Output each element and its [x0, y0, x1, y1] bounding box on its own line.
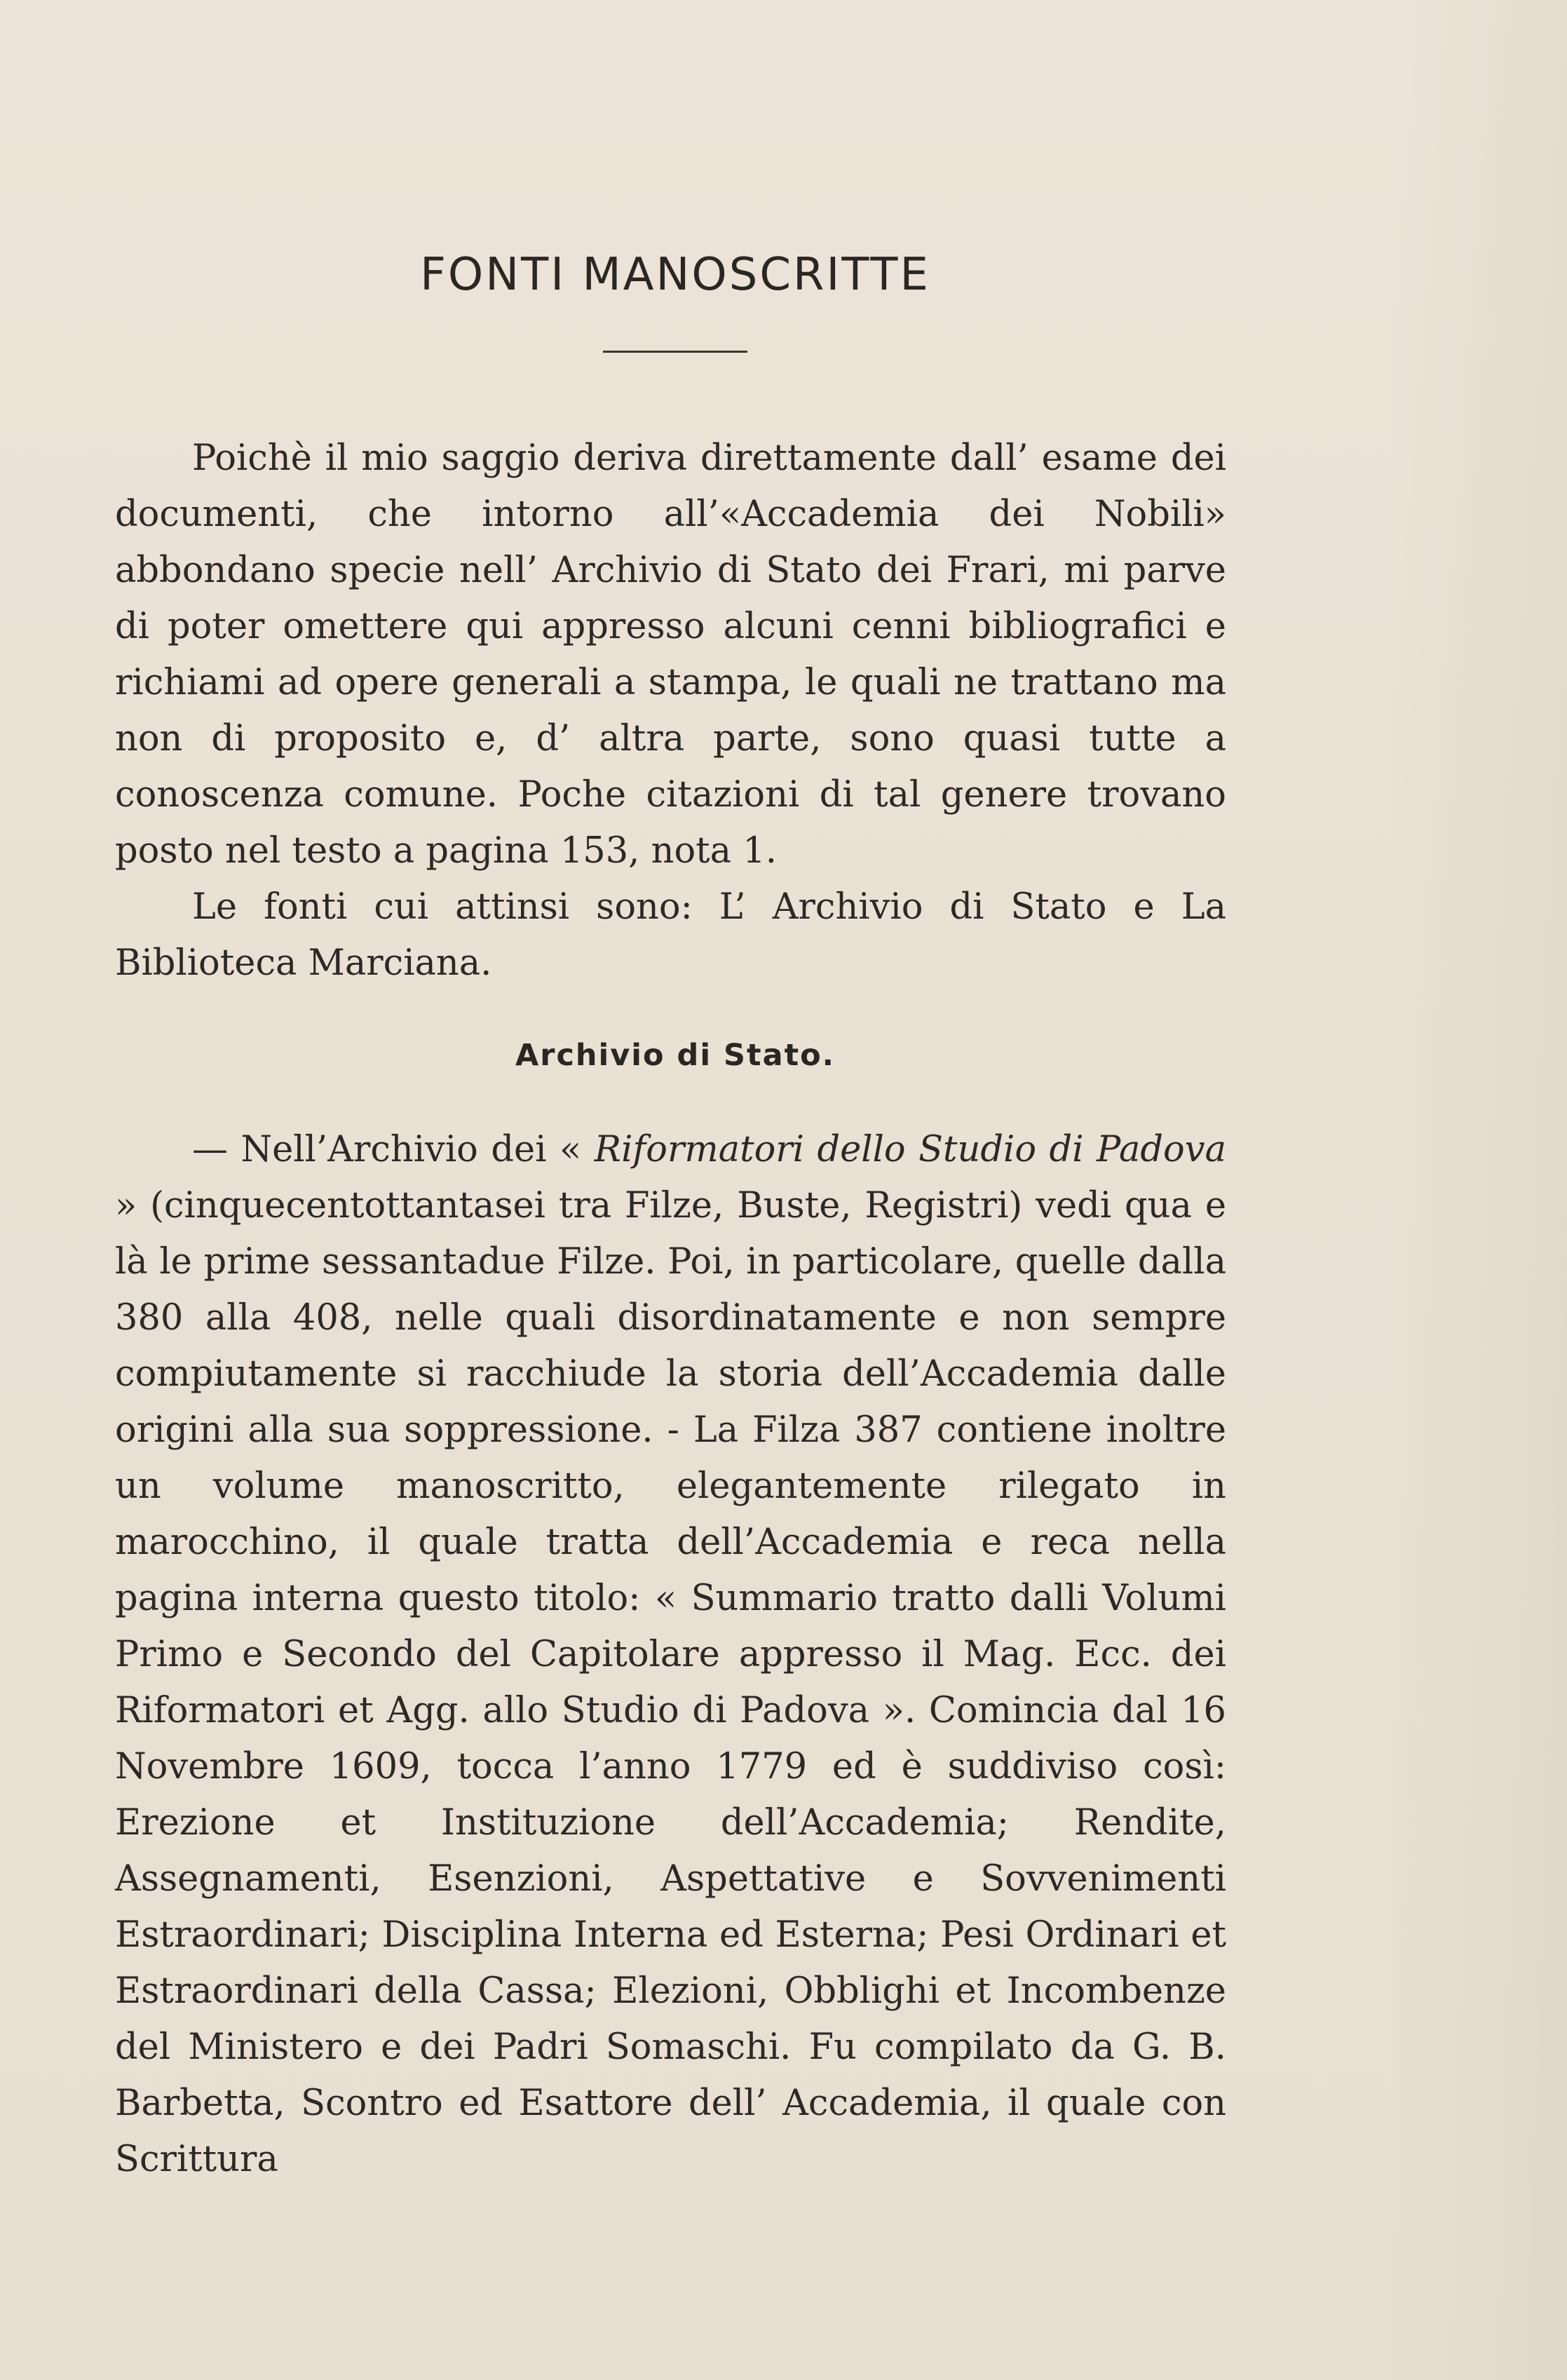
intro-section [115, 431, 1226, 992]
archive-section [115, 1122, 1226, 2188]
intro-paragraph-1: Poichè il mio saggio deriva direttamente dall’ esame dei documenti, che intorno all’«Accademia dei Nobili» abbondano specie nell’ Archivio di Stato dei Frari, mi parve di poter omettere qui appresso alcuni cenni bibliografici e richiami ad opere generali a stampa, le quali ne trattano ma non di proposito e, d’ altra parte, sono quasi tutte a conoscenza comune. Poche citazioni di tal genere trovano posto nel testo a pagina 153, nota 1. [115, 438, 1226, 872]
archive-paragraph [115, 1122, 1226, 2188]
archive-lead: — Nell’Archivio dei « [192, 1129, 595, 1170]
title-rule [603, 351, 747, 353]
intro-paragraph-2: Le fonti cui attinsi sono: L’ Archivio di Stato e La Biblioteca Marciana. [115, 886, 1226, 984]
archive-body: » (cinquecentottantasei tra Filze, Buste, Registri) vedi qua e là le prime sessantadue Filze. Poi, in particolare, quelle dalla 380 alla 408, nelle quali disordinatamente e non sempre compiutamente si racchiude la storia dell’Accademia dalle origini alla sua soppressione. - La Filza 387 contiene inoltre un volume manoscritto, elegantemente rilegato in marocchino, il quale tratta dell’Accademia e reca nella pagina interna questo titolo: « Summario tratto dalli Volumi Primo e Secondo del Capitolare appresso il Mag. Ecc. dei Riformatori et Agg. allo Studio di Padova ». Comincia dal 16 Novembre 1609, tocca l’anno 1779 ed è suddiviso così: Erezione et Instituzione dell’Accademia; Rendite, Assegnamenti, Esenzioni, Aspettative e Sovvenimenti Estraordinari; Disciplina Interna ed Esterna; Pesi Ordinari et Estraordinari della Cassa; Elezioni, Obblighi et Incombenze del Ministero e dei Padri Somaschi. Fu compilato da G. B. Barbetta, Scontro ed Esattore dell’ Accademia, il quale con Scrittura [115, 1185, 1226, 2180]
section-heading: Archivio di Stato. [515, 1038, 836, 1073]
page-shadow [1385, 0, 1567, 2380]
archive-italic-title: Riformatori dello Studio di Padova [594, 1129, 1226, 1170]
page-title: FONTI MANOSCRITTE [420, 249, 930, 301]
